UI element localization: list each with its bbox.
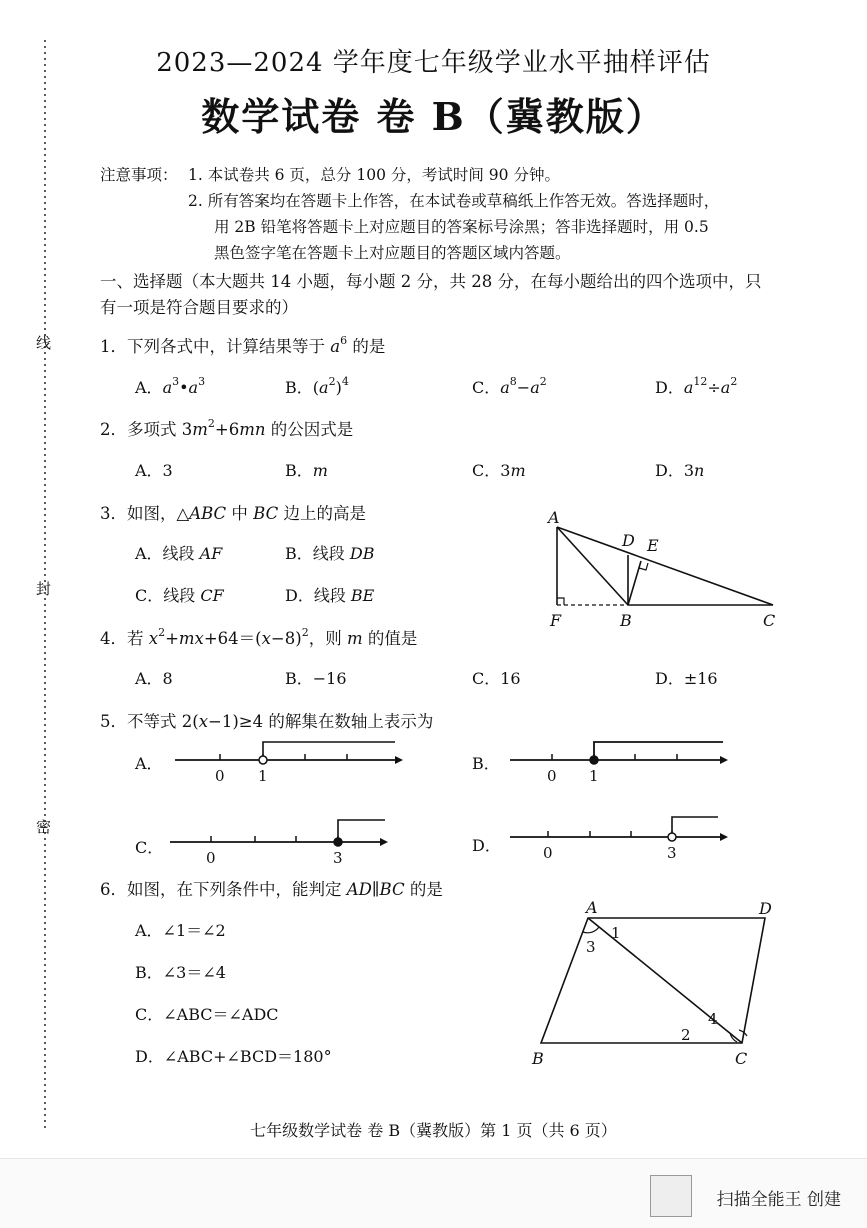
side-label-mi: 密 — [36, 818, 52, 836]
question-6-option-b: B．∠3＝∠4 — [135, 963, 226, 982]
fig6-angle-2: 2 — [681, 1026, 691, 1044]
fig3-label-a: A — [548, 508, 560, 527]
side-label-xian: 线 — [36, 334, 52, 352]
question-5-option-d-label: D． — [472, 836, 501, 855]
notes-item-2-line-1: 2. 所有答案均在答题卡上作答，在本试卷或草稿纸上作答无效。答选择题时， — [188, 192, 720, 210]
section-heading-line-1: 一、选择题（本大题共 14 小题，每小题 2 分，共 28 分，在每小题给出的四个选项中，只 — [100, 272, 762, 291]
section-heading-line-2: 有一项是符合题目要求的） — [100, 298, 298, 317]
question-6-option-c: C．∠ABC＝∠ADC — [135, 1005, 279, 1024]
scanner-watermark-text: 扫描全能王 创建 — [716, 1190, 841, 1210]
question-4-stem: 4．若 $x^2+mx+64=(x-8)^2$，则 m 的值是 — [100, 626, 418, 648]
question-1-option-a: A．$a^3•a^3$ — [135, 375, 206, 397]
question-3-option-a: A．线段 AF — [135, 544, 223, 563]
binding-margin-line — [0, 0, 60, 1140]
question-6-option-d: D．∠ABC+∠BCD＝180° — [135, 1047, 332, 1066]
question-5-number-line-a — [170, 738, 400, 788]
q5c-tick-0: 0 — [206, 849, 216, 867]
question-5-option-b-label: B． — [472, 754, 500, 773]
question-1-option-c: C．$a^8-a^2$ — [472, 375, 547, 397]
question-6-stem: 6．如图，在下列条件中，能判定 AD∥BC 的是 — [100, 880, 443, 899]
fig6-label-b: B — [532, 1049, 544, 1068]
notes-label: 注意事项： — [100, 166, 178, 184]
q5c-tick-3: 3 — [333, 849, 343, 867]
question-3-option-b: B．线段 DB — [285, 544, 375, 563]
question-4-option-b: B．−16 — [285, 669, 347, 688]
exam-subtitle: 数学试卷 卷 B（冀教版） — [201, 94, 666, 139]
question-3-option-d: D．线段 BE — [285, 586, 375, 605]
fig6-label-a: A — [586, 898, 598, 917]
q5d-tick-3: 3 — [667, 844, 677, 862]
fig6-angle-4: 4 — [708, 1010, 718, 1028]
fig6-label-d: D — [759, 899, 772, 918]
fig3-label-f: F — [550, 611, 562, 630]
q5d-tick-0: 0 — [543, 844, 553, 862]
q5a-tick-0: 0 — [215, 767, 225, 785]
question-1-option-d: D．$a^{12}\div a^2$ — [655, 375, 738, 397]
question-2-option-b: B．m — [285, 461, 328, 480]
question-2-option-d: D．3n — [655, 461, 705, 480]
fig3-label-d: D — [622, 531, 635, 550]
question-3-triangle-figure — [540, 505, 790, 635]
q5b-tick-1: 1 — [589, 767, 599, 785]
question-4-option-c: C．16 — [472, 669, 521, 688]
fig6-angle-1: 1 — [611, 924, 621, 942]
question-5-option-c-label: C． — [135, 838, 164, 857]
question-5-number-line-c — [165, 815, 395, 865]
question-2-option-c: C．3m — [472, 461, 526, 480]
question-1-stem: 1．下列各式中，计算结果等于 $a^6$ 的是 — [100, 334, 386, 356]
notes-item-2-line-3: 黑色签字笔在答题卡上对应题目的答题区域内答题。 — [214, 244, 571, 262]
question-6-parallelogram-figure — [525, 898, 795, 1073]
fig3-label-e: E — [647, 536, 659, 555]
question-2-stem: 2．多项式 $3m^2+6mn$ 的公因式是 — [100, 417, 354, 439]
exam-title: 2023—2024 学年度七年级学业水平抽样评估 — [156, 48, 711, 78]
question-5-option-a-label: A． — [135, 754, 163, 773]
fig3-label-c: C — [763, 611, 776, 630]
question-4-option-a: A．8 — [135, 669, 173, 688]
question-6-option-a: A．∠1＝∠2 — [135, 921, 226, 940]
question-5-number-line-d — [505, 813, 735, 863]
fig3-label-b: B — [620, 611, 632, 630]
question-2-option-a: A．3 — [135, 461, 173, 480]
notes-item-2-line-2: 用 2B 铅笔将答题卡上对应题目的答案标号涂黑；答非选择题时，用 0.5 — [214, 218, 709, 236]
question-5-stem: 5．不等式 2(x−1)≥4 的解集在数轴上表示为 — [100, 712, 434, 731]
question-5-number-line-b — [505, 738, 735, 788]
question-3-option-c: C．线段 CF — [135, 586, 224, 605]
notes-item-1: 1. 本试卷共 6 页，总分 100 分，考试时间 90 分钟。 — [188, 166, 560, 184]
q5a-tick-1: 1 — [258, 767, 268, 785]
scanner-logo-icon — [650, 1175, 692, 1217]
question-1-option-b: B．$(a^2)^4$ — [285, 375, 349, 397]
question-3-stem: 3．如图，△ABC 中 BC 边上的高是 — [100, 504, 366, 523]
fig6-angle-3: 3 — [586, 938, 596, 956]
question-4-option-d: D．±16 — [655, 669, 718, 688]
fig6-label-c: C — [735, 1049, 748, 1068]
q5b-tick-0: 0 — [547, 767, 557, 785]
page-footer: 七年级数学试卷 卷 B（冀教版）第 1 页（共 6 页） — [250, 1121, 617, 1140]
side-label-feng: 封 — [36, 580, 52, 598]
